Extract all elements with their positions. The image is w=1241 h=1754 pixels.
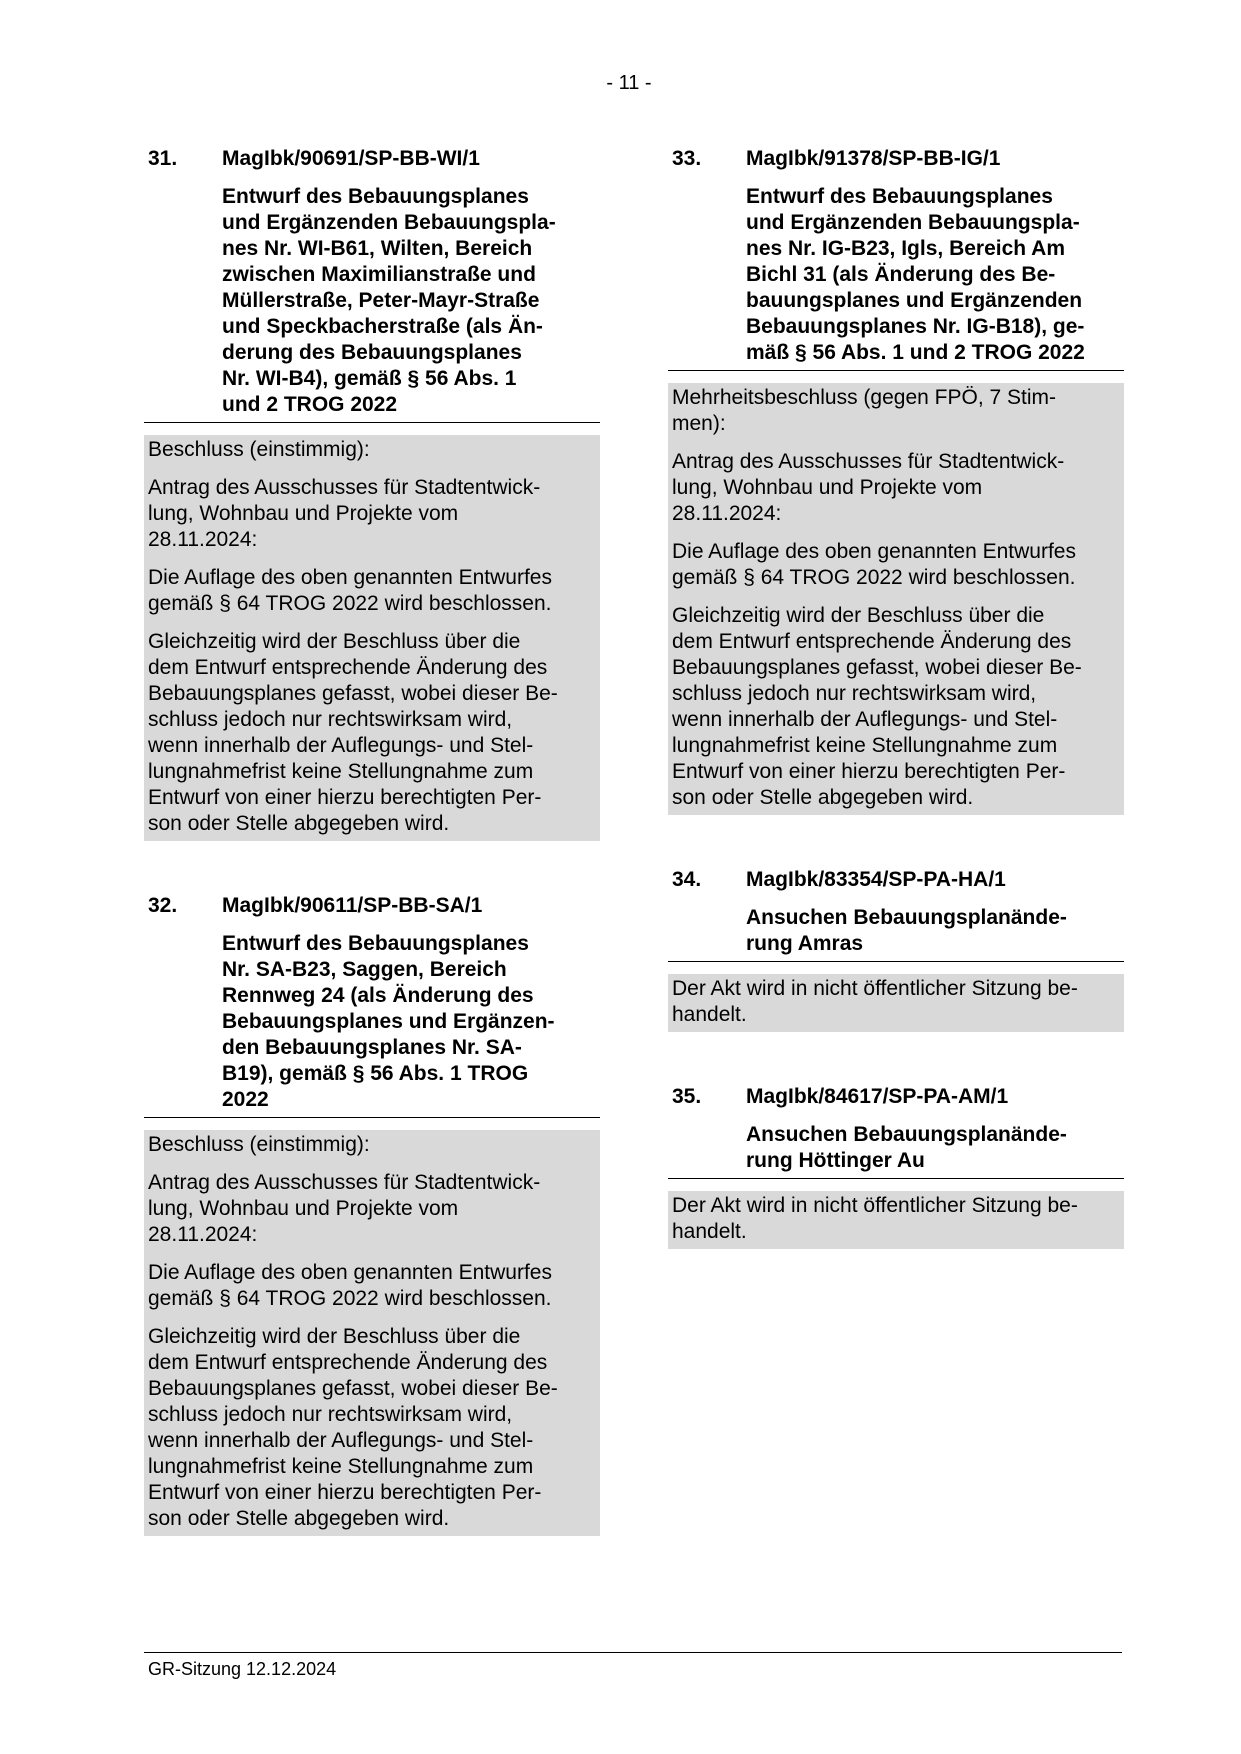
text-line: wenn innerhalb der Auflegungs- und Stel- xyxy=(672,708,1058,731)
agenda-item-title xyxy=(222,184,600,418)
text-line: lungnahmefrist keine Stellungnahme zum xyxy=(148,1455,534,1478)
title-line: Rennweg 24 (als Änderung des xyxy=(222,984,534,1007)
text-line: gemäß § 64 TROG 2022 wird beschlossen. xyxy=(148,1287,552,1310)
resolution-paragraph xyxy=(672,539,1120,591)
title-line: Bichl 31 (als Änderung des Be- xyxy=(746,263,1056,286)
text-line: son oder Stelle abgegeben wird. xyxy=(148,1507,450,1530)
agenda-item xyxy=(668,1084,1124,1249)
text-line: Entwurf von einer hierzu berechtigten Per- xyxy=(148,1481,542,1504)
agenda-item-header xyxy=(144,893,600,919)
agenda-item-code: MagIbk/83354/SP-PA-HA/1 xyxy=(746,868,1006,891)
agenda-item xyxy=(144,146,600,841)
text-line: gemäß § 64 TROG 2022 wird beschlossen. xyxy=(148,592,552,615)
title-line: derung des Bebauungsplanes xyxy=(222,341,522,364)
agenda-item-number: 32. xyxy=(148,894,178,917)
agenda-item-title xyxy=(746,184,1124,366)
text-line: lung, Wohnbau und Projekte vom xyxy=(148,502,459,525)
text-line: Antrag des Ausschusses für Stadtentwick- xyxy=(672,450,1065,473)
text-line: Beschluss (einstimmig): xyxy=(148,438,370,461)
resolution-paragraph xyxy=(672,449,1120,527)
agenda-item-code: MagIbk/91378/SP-BB-IG/1 xyxy=(746,147,1001,170)
title-line: Entwurf des Bebauungsplanes xyxy=(222,932,529,955)
title-line: rung Amras xyxy=(746,932,864,955)
resolution-paragraph xyxy=(672,385,1120,437)
resolution-box xyxy=(668,974,1124,1032)
title-line: Nr. SA-B23, Saggen, Bereich xyxy=(222,958,507,981)
title-line: bauungsplanes und Ergänzenden xyxy=(746,289,1083,312)
agenda-item-number: 35. xyxy=(672,1085,702,1108)
title-line: zwischen Maximilianstraße und xyxy=(222,263,536,286)
text-line: handelt. xyxy=(672,1220,747,1243)
title-line: Ansuchen Bebauungsplanände- xyxy=(746,1123,1067,1146)
footer-text: GR-Sitzung 12.12.2024 xyxy=(148,1659,337,1679)
text-line: Der Akt wird in nicht öffentlicher Sitzung be- xyxy=(672,1194,1078,1217)
text-line: wenn innerhalb der Auflegungs- und Stel- xyxy=(148,734,534,757)
resolution-paragraph xyxy=(148,437,596,463)
item-spacer xyxy=(668,1032,1124,1084)
title-rule xyxy=(668,961,1124,962)
agenda-item-header xyxy=(144,146,600,172)
text-line: dem Entwurf entsprechende Änderung des xyxy=(148,1351,548,1374)
resolution-box xyxy=(668,1191,1124,1249)
title-line: Nr. WI-B4), gemäß § 56 Abs. 1 xyxy=(222,367,517,390)
title-rule xyxy=(144,422,600,423)
title-rule xyxy=(144,1117,600,1118)
resolution-paragraph xyxy=(672,1193,1120,1245)
title-line: Ansuchen Bebauungsplanände- xyxy=(746,906,1067,929)
text-line: handelt. xyxy=(672,1003,747,1026)
title-line: nes Nr. WI-B61, Wilten, Bereich xyxy=(222,237,533,260)
item-spacer xyxy=(144,841,600,893)
text-line: 28.11.2024: xyxy=(148,1223,258,1246)
text-line: Die Auflage des oben genannten Entwurfes xyxy=(148,566,552,589)
agenda-item xyxy=(144,893,600,1536)
text-line: men): xyxy=(672,412,726,435)
agenda-item-code: MagIbk/90611/SP-BB-SA/1 xyxy=(222,894,483,917)
title-line: Bebauungsplanes und Ergänzen- xyxy=(222,1010,555,1033)
text-line: lungnahmefrist keine Stellungnahme zum xyxy=(148,760,534,783)
footer-rule xyxy=(144,1652,1122,1653)
text-line: lungnahmefrist keine Stellungnahme zum xyxy=(672,734,1058,757)
page-number: - 11 - xyxy=(606,72,652,94)
text-line: Beschluss (einstimmig): xyxy=(148,1133,370,1156)
title-line: mäß § 56 Abs. 1 und 2 TROG 2022 xyxy=(746,341,1085,364)
text-line: son oder Stelle abgegeben wird. xyxy=(148,812,450,835)
agenda-item-header xyxy=(668,867,1124,893)
text-line: Der Akt wird in nicht öffentlicher Sitzung be- xyxy=(672,977,1078,1000)
agenda-item-number: 34. xyxy=(672,868,702,891)
text-line: Mehrheitsbeschluss (gegen FPÖ, 7 Stim- xyxy=(672,386,1056,409)
text-line: 28.11.2024: xyxy=(672,502,782,525)
resolution-paragraph xyxy=(148,1132,596,1158)
text-line: schluss jedoch nur rechtswirksam wird, xyxy=(672,682,1037,705)
item-spacer xyxy=(668,815,1124,867)
agenda-item xyxy=(668,867,1124,1032)
text-line: lung, Wohnbau und Projekte vom xyxy=(672,476,983,499)
text-line: Antrag des Ausschusses für Stadtentwick- xyxy=(148,476,541,499)
agenda-item-code: MagIbk/84617/SP-PA-AM/1 xyxy=(746,1085,1009,1108)
agenda-item-number: 33. xyxy=(672,147,702,170)
agenda-item-number: 31. xyxy=(148,147,178,170)
title-line: und 2 TROG 2022 xyxy=(222,393,398,416)
text-line: Die Auflage des oben genannten Entwurfes xyxy=(672,540,1076,563)
resolution-paragraph xyxy=(148,1170,596,1248)
text-line: gemäß § 64 TROG 2022 wird beschlossen. xyxy=(672,566,1076,589)
resolution-paragraph xyxy=(148,1260,596,1312)
text-line: wenn innerhalb der Auflegungs- und Stel- xyxy=(148,1429,534,1452)
title-line: und Speckbacherstraße (als Än- xyxy=(222,315,543,338)
text-line: Entwurf von einer hierzu berechtigten Per- xyxy=(148,786,542,809)
resolution-paragraph xyxy=(672,976,1120,1028)
resolution-box xyxy=(144,435,600,841)
text-line: Die Auflage des oben genannten Entwurfes xyxy=(148,1261,552,1284)
agenda-item-header xyxy=(668,146,1124,172)
text-line: Bebauungsplanes gefasst, wobei dieser Be- xyxy=(672,656,1082,679)
agenda-item-title xyxy=(746,1122,1124,1174)
title-line: den Bebauungsplanes Nr. SA- xyxy=(222,1036,522,1059)
title-rule xyxy=(668,1178,1124,1179)
text-line: son oder Stelle abgegeben wird. xyxy=(672,786,974,809)
text-line: schluss jedoch nur rechtswirksam wird, xyxy=(148,1403,513,1426)
title-line: rung Höttinger Au xyxy=(746,1149,925,1172)
text-line: Gleichzeitig wird der Beschluss über die xyxy=(672,604,1045,627)
title-line: und Ergänzenden Bebauungspla- xyxy=(222,211,556,234)
title-line: B19), gemäß § 56 Abs. 1 TROG xyxy=(222,1062,529,1085)
text-line: Bebauungsplanes gefasst, wobei dieser Be- xyxy=(148,682,558,705)
resolution-paragraph xyxy=(148,629,596,837)
left-column xyxy=(144,146,600,1536)
text-line: dem Entwurf entsprechende Änderung des xyxy=(672,630,1072,653)
resolution-paragraph xyxy=(148,475,596,553)
text-line: dem Entwurf entsprechende Änderung des xyxy=(148,656,548,679)
resolution-box xyxy=(144,1130,600,1536)
text-line: Entwurf von einer hierzu berechtigten Per- xyxy=(672,760,1066,783)
resolution-paragraph xyxy=(148,565,596,617)
title-line: Entwurf des Bebauungsplanes xyxy=(222,185,529,208)
title-line: Bebauungsplanes Nr. IG-B18), ge- xyxy=(746,315,1085,338)
title-line: Entwurf des Bebauungsplanes xyxy=(746,185,1053,208)
agenda-item-title xyxy=(746,905,1124,957)
title-rule xyxy=(668,370,1124,371)
text-line: Gleichzeitig wird der Beschluss über die xyxy=(148,1325,521,1348)
text-line: Bebauungsplanes gefasst, wobei dieser Be- xyxy=(148,1377,558,1400)
text-line: Antrag des Ausschusses für Stadtentwick- xyxy=(148,1171,541,1194)
text-line: schluss jedoch nur rechtswirksam wird, xyxy=(148,708,513,731)
title-line: 2022 xyxy=(222,1088,269,1111)
resolution-box xyxy=(668,383,1124,815)
text-line: 28.11.2024: xyxy=(148,528,258,551)
title-line: und Ergänzenden Bebauungspla- xyxy=(746,211,1080,234)
title-line: Müllerstraße, Peter-Mayr-Straße xyxy=(222,289,540,312)
agenda-item xyxy=(668,146,1124,815)
right-column xyxy=(668,146,1124,1249)
agenda-item-title xyxy=(222,931,600,1113)
title-line: nes Nr. IG-B23, Igls, Bereich Am xyxy=(746,237,1065,260)
agenda-item-code: MagIbk/90691/SP-BB-WI/1 xyxy=(222,147,480,170)
agenda-item-header xyxy=(668,1084,1124,1110)
resolution-paragraph xyxy=(148,1324,596,1532)
text-line: Gleichzeitig wird der Beschluss über die xyxy=(148,630,521,653)
text-line: lung, Wohnbau und Projekte vom xyxy=(148,1197,459,1220)
resolution-paragraph xyxy=(672,603,1120,811)
